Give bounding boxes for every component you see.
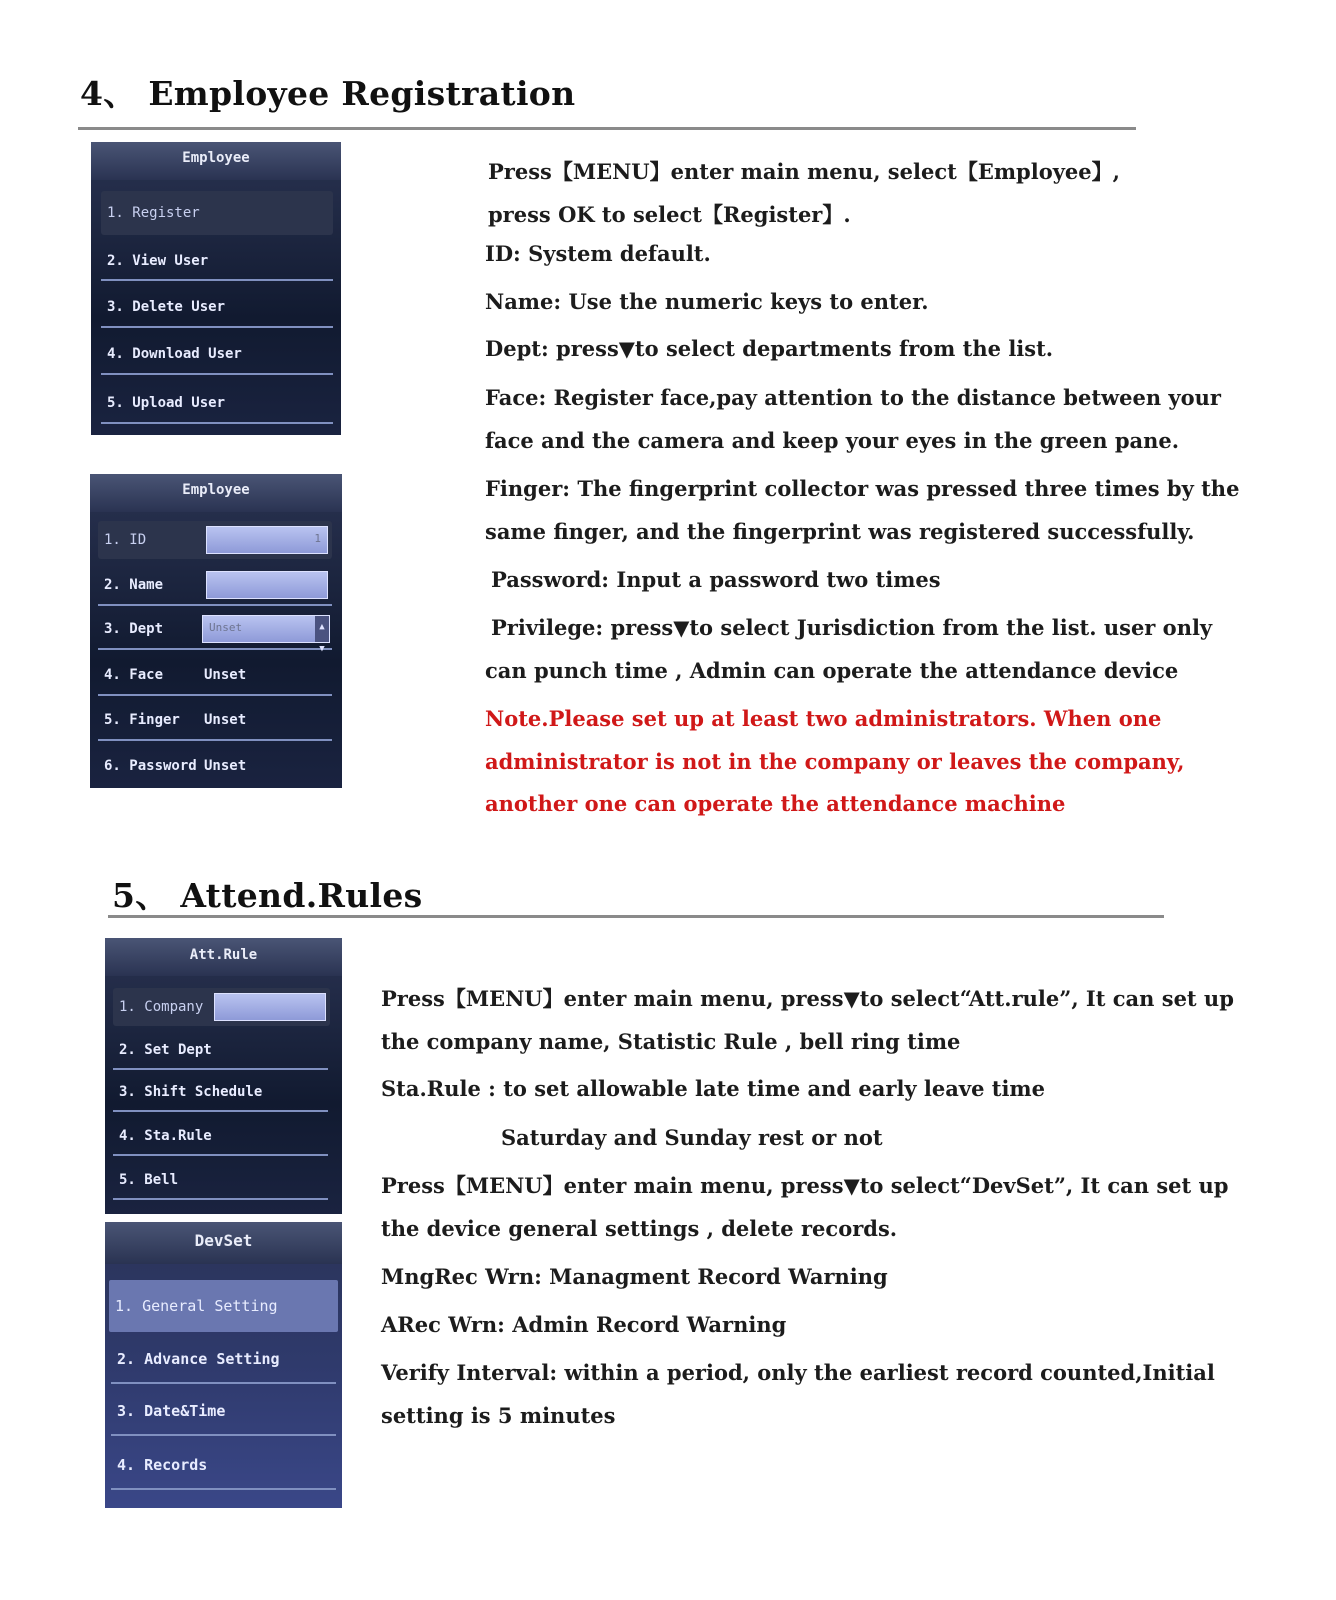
- field-password[interactable]: [98, 746, 332, 786]
- instruction-line: ARec Wrn: Admin Record Warning: [381, 1312, 787, 1337]
- instruction-line: Verify Interval: within a period, only the earliest record counted,Initial: [381, 1360, 1215, 1385]
- menu-item-upload-user[interactable]: 5. Upload User: [101, 383, 333, 424]
- instruction-line: Saturday and Sunday rest or not: [501, 1125, 883, 1150]
- field-name[interactable]: [98, 566, 332, 606]
- field-finger[interactable]: [98, 701, 332, 741]
- note-line: another one can operate the attendance machine: [485, 791, 1066, 816]
- section-title-attend-rules: 5、 Attend.Rules: [112, 876, 423, 915]
- note-line: administrator is not in the company or leaves the company,: [485, 749, 1185, 774]
- instruction-line: Face: Register face,pay attention to the distance between your: [485, 385, 1221, 410]
- field-label: 2. Name: [104, 577, 164, 593]
- field-dept[interactable]: [98, 610, 332, 654]
- instruction-line: Password: Input a password two times: [491, 567, 941, 592]
- menu-item-set-dept[interactable]: 2. Set Dept: [113, 1032, 328, 1070]
- menu-item-label: 1. Company: [119, 999, 204, 1015]
- field-label: 6. Password: [104, 758, 197, 774]
- menu-item-sta-rule[interactable]: 4. Sta.Rule: [113, 1118, 328, 1156]
- field-label: 4. Face: [104, 667, 164, 683]
- dept-select-value: Unset: [209, 621, 243, 634]
- menu-item-download-user[interactable]: 4. Download User: [101, 335, 333, 375]
- field-face[interactable]: [98, 656, 332, 696]
- menu-item-date-time[interactable]: 3. Date&Time: [111, 1388, 336, 1436]
- chevron-updown-icon[interactable]: ▲ ▼: [315, 616, 329, 642]
- employee-menu-screen: [91, 142, 341, 435]
- screen-header: DevSet: [105, 1222, 342, 1264]
- att-rule-screen: [105, 938, 342, 1214]
- section-divider: [78, 127, 1136, 130]
- field-label: 1. ID: [104, 532, 147, 548]
- employee-form-screen: [90, 474, 342, 788]
- instruction-line: Sta.Rule : to set allowable late time and early leave time: [381, 1076, 1046, 1101]
- instruction-line: the company name, Statistic Rule , bell ring time: [381, 1029, 961, 1054]
- instruction-line: same finger, and the fingerprint was registered successfully.: [485, 519, 1195, 544]
- screen-header: Att.Rule: [105, 938, 342, 976]
- instruction-line: Press【MENU】enter main menu, press▼to select“Att.rule”, It can set up: [381, 986, 1234, 1011]
- field-id[interactable]: [98, 521, 332, 559]
- devset-screen: [105, 1222, 342, 1508]
- face-status: Unset: [204, 667, 247, 683]
- instruction-line: can punch time , Admin can operate the attendance device: [485, 658, 1179, 683]
- field-label: 5. Finger: [104, 712, 180, 728]
- id-input[interactable]: 1: [206, 526, 328, 554]
- screen-header: Employee: [90, 474, 342, 512]
- instruction-line: press OK to select【Register】.: [488, 202, 851, 227]
- instruction-line: Dept: press▼to select departments from the list.: [485, 336, 1054, 361]
- menu-item-register[interactable]: 1. Register: [101, 191, 333, 235]
- menu-item-advance-setting[interactable]: 2. Advance Setting: [111, 1336, 336, 1384]
- section-title-employee-registration: 4、 Employee Registration: [80, 74, 576, 113]
- instruction-line: face and the camera and keep your eyes in the green pane.: [485, 428, 1180, 453]
- field-label: 3. Dept: [104, 621, 164, 637]
- section-divider: [108, 915, 1164, 918]
- instruction-line: Press【MENU】enter main menu, press▼to select“DevSet”, It can set up: [381, 1173, 1229, 1198]
- dept-select[interactable]: [202, 615, 330, 654]
- screen-header: Employee: [91, 142, 341, 180]
- instruction-line: ID: System default.: [485, 241, 711, 266]
- note-line: Note.Please set up at least two administrators. When one: [485, 706, 1162, 731]
- instruction-line: the device general settings , delete records.: [381, 1216, 898, 1241]
- menu-item-company[interactable]: [113, 988, 330, 1026]
- password-status: Unset: [204, 758, 247, 774]
- instruction-line: Press【MENU】enter main menu, select【Employee】,: [488, 159, 1120, 184]
- company-input[interactable]: [214, 993, 326, 1021]
- instruction-line: Finger: The fingerprint collector was pressed three times by the: [485, 476, 1240, 501]
- menu-item-general-setting[interactable]: 1. General Setting: [109, 1280, 338, 1332]
- instruction-line: Name: Use the numeric keys to enter.: [485, 289, 929, 314]
- instruction-line: MngRec Wrn: Managment Record Warning: [381, 1264, 888, 1289]
- menu-item-records[interactable]: 4. Records: [111, 1442, 336, 1490]
- menu-item-delete-user[interactable]: 3. Delete User: [101, 288, 333, 328]
- name-input[interactable]: [206, 571, 328, 599]
- menu-item-shift-schedule[interactable]: 3. Shift Schedule: [113, 1074, 328, 1112]
- instruction-line: Privilege: press▼to select Jurisdiction from the list. user only: [491, 615, 1213, 640]
- menu-item-view-user[interactable]: 2. View User: [101, 242, 333, 281]
- menu-item-bell[interactable]: 5. Bell: [113, 1162, 328, 1200]
- instruction-line: setting is 5 minutes: [381, 1403, 616, 1428]
- finger-status: Unset: [204, 712, 247, 728]
